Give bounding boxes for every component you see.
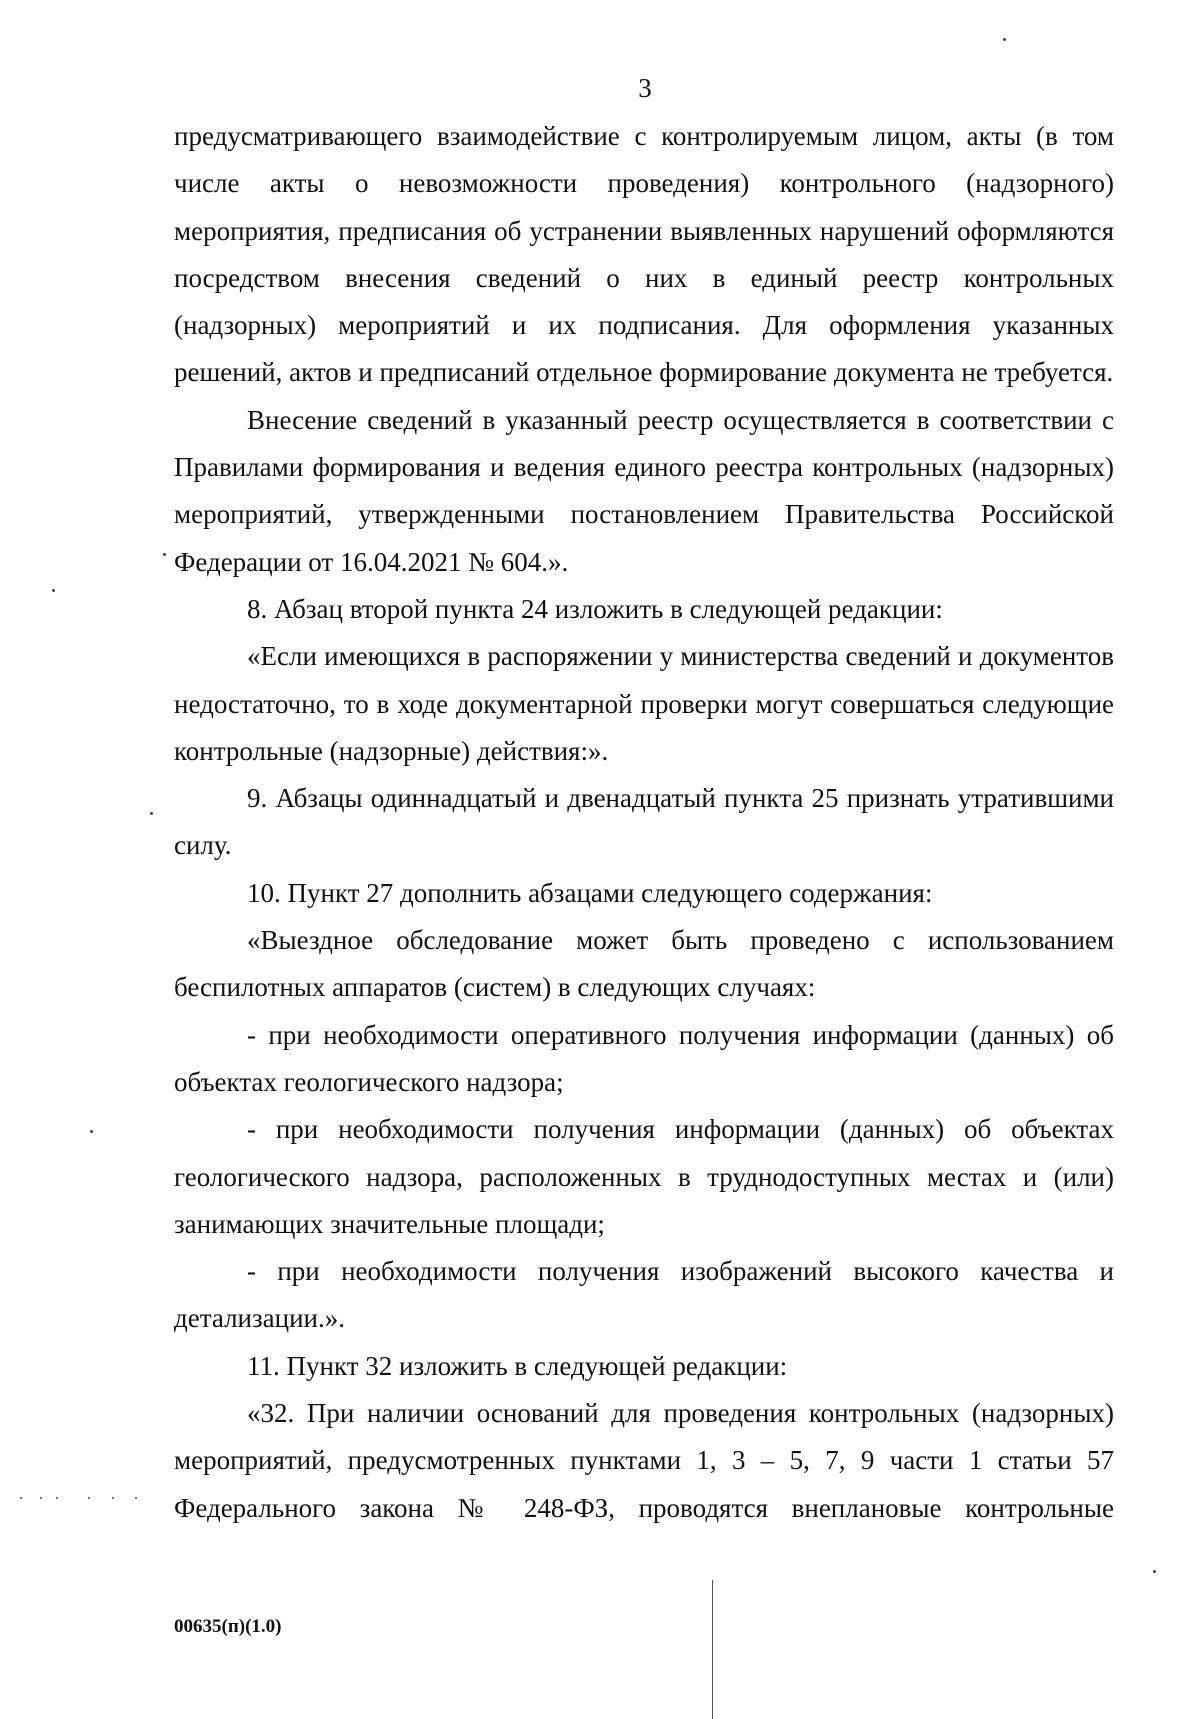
paragraph-continuation: предусматривающего взаимодействие с контролируемым лицом, акты (в том числе акты о невозможности проведения) контрольного (надзорного) мероприятия, предписания об устранении выявленных нарушений оформляются посредством внесения сведений о них в единый реестр контрольных (надзорных) мероприятий и их подписания. Для оформления указанных решений, актов и предписаний отдельное формирование документа не требуется. [174,121,1114,388]
scan-speck [1003,38,1006,41]
scan-speck [150,812,153,815]
scan-speck [163,553,166,556]
paragraph-item-8-quote: «Если имеющихся в распоряжении у министерства сведений и документов недостаточно, то в ходе документарной проверки могут совершаться следующие контрольные (надзорные) действия:». [174,641,1114,766]
paragraph-item-11: 11. Пункт 32 изложить в следующей редакции: [247,1350,788,1381]
list-item-hard-to-reach: - при необходимости получения информации (данных) об объектах геологического надзора, расположенных в труднодоступных местах и (или) занимающих значительные площади; [174,1114,1114,1239]
paragraph-item-9: 9. Абзацы одиннадцатый и двенадцатый пункта 25 признать утратившими силу. [174,783,1114,861]
scan-speck [135,1497,137,1499]
page-number: 3 [638,73,652,103]
list-item-high-quality-images: - при необходимости получения изображений высокого качества и детализации.». [174,1256,1114,1334]
scan-speck [112,1497,114,1499]
scan-speck [52,589,55,592]
paragraph-item-8: 8. Абзац второй пункта 24 изложить в следующей редакции: [247,593,943,624]
scan-speck [88,1497,90,1499]
scan-speck [20,1497,22,1499]
paragraph-item-10: 10. Пункт 27 дополнить абзацами следующего содержания: [247,877,933,908]
scan-streak [712,1580,713,1719]
paragraph-registry-note: Внесение сведений в указанный реестр осуществляется в соответствии с Правилами формирования и ведения единого реестра контрольных (надзорных) мероприятий, утвержденными постановлением Правительства Российской Федерации от 16.04.2021 № 604.». [174,404,1114,577]
list-item-operational-data: - при необходимости оперативного получения информации (данных) об объектах геологического надзора; [174,1019,1114,1097]
document-code: 00635(п)(1.0) [174,1616,282,1637]
document-body [174,113,1114,1532]
scan-speck [90,1130,93,1133]
paragraph-item-10-quote: «Выездное обследование может быть проведено с использованием беспилотных аппаратов (систем) в следующих случаях: [174,925,1114,1003]
paragraph-item-11-quote: «32. При наличии оснований для проведения контрольных (надзорных) мероприятий, предусмотренных пунктами 1, 3 – 5, 7, 9 части 1 статьи 57 Федерального закона № 248-ФЗ, проводятся внеплановые контрольные [174,1398,1114,1523]
scan-speck [1153,1570,1156,1573]
scan-speck [56,1497,58,1499]
scan-speck [40,1497,42,1499]
